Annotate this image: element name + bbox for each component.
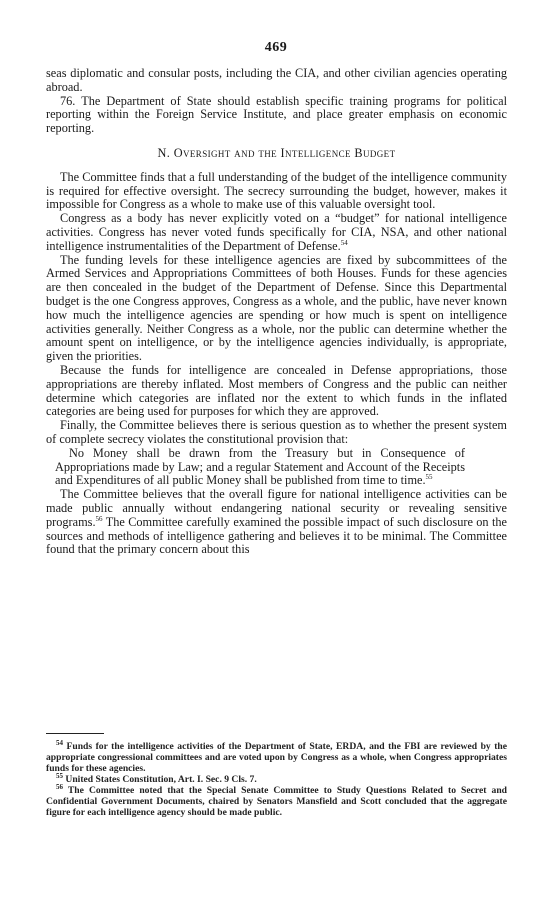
paragraph-budget-oversight: The Committee finds that a full understanding of the budget of the intelligence community is required for effective oversight. The secrecy surrounding the budget, however, makes it impossible for Congress as a whole to make use of this valuable oversight tool. xyxy=(46,169,507,212)
footnote-ref-56: 56 xyxy=(95,514,103,523)
footnote-56: $^{56}$ The Committee noted that the Special Senate Committee to Study Questions Related to Secret and Confidential Government Documents, chaired by Senators Mansfield and Scott concluded that the aggregate figure for each intelligence agency should be made public. xyxy=(46,782,507,818)
footnote-ref-54: 54 xyxy=(340,238,348,247)
paragraph-funding-levels: The funding levels for these intelligence agencies are fixed by subcommittees of the Armed Services and Appropriations Committees of both Houses. Funds for these agencies are then concealed in the budget of the Department of Defense. Since this Departmental budget is the one Congress approves, Congress as a whole, and the public, have never known how much the intelligence agencies are spending or how much is spent on intelligence activities generally. Neither Congress as a whole, nor the public can determine whether the amount spent on intelligence, or by the intelligence agencies individually, is appropriate, given the priorities. xyxy=(46,252,507,364)
paragraph-recommendation-76: 76. The Department of State should establish specific training programs for political reporting within the Foreign Service Institute, and place greater emphasis on economic reporting. xyxy=(46,93,507,136)
constitution-quote: No Money shall be drawn from the Treasury but in Consequence of Appropriations made by Law; and a regular Statement and Account of the Receipts and Expenditures of all public Money shall be published from time to time.$^{55}$ xyxy=(55,445,465,488)
footnotes xyxy=(46,738,507,818)
footnote-54: $^{54}$ Funds for the intelligence activities of the Department of State, ERDA, and the FBI are reviewed by the appropriate congressional committees and are voted upon by Congress as a whole, when Congress appropriates funds for these agencies. xyxy=(46,738,507,774)
footnote-ref-55: 55 xyxy=(425,473,433,482)
footnote-55: $^{55}$ United States Constitution, Art. I. Sec. 9 Cls. 7. xyxy=(56,771,257,785)
footnote-divider xyxy=(46,733,104,734)
paragraph-overall-figure: The Committee believes that the overall figure for national intelligence activities can be made public annually without endangering national security or revealing sensitive programs.$^{56}$ The Committee carefully examined the possible impact of such disclosure on the sources and methods of intelligence gathering and believes it to be minimal. The Committee found that the primary concern about this xyxy=(46,487,507,557)
paragraph-continuation: seas diplomatic and consular posts, including the CIA, and other civilian agencies operating abroad. xyxy=(46,66,507,94)
page-number: 469 xyxy=(264,40,288,55)
paragraph-concealed-funds: Because the funds for intelligence are concealed in Defense appropriations, those appropriations are thereby inflated. Most members of Congress and the public can neither determine which categories are inflated nor the extent to which funds in the inflated categories are being used for purposes for which they are approved. xyxy=(46,362,507,419)
paragraph-congress-vote: Congress as a body has never explicitly voted on a “budget” for national intelligence activities. Congress has never voted funds specifically for CIA, NSA, and other national intelligence instrumentalities of the Department of Defense.$^{54}$ xyxy=(46,211,507,253)
paragraph-secrecy-question: Finally, the Committee believes there is serious question as to whether the present system of complete secrecy violates the constitutional provision that: xyxy=(46,418,507,446)
body-text xyxy=(46,67,507,557)
section-heading: N. Oversight and the Intelligence Budget xyxy=(157,145,396,160)
